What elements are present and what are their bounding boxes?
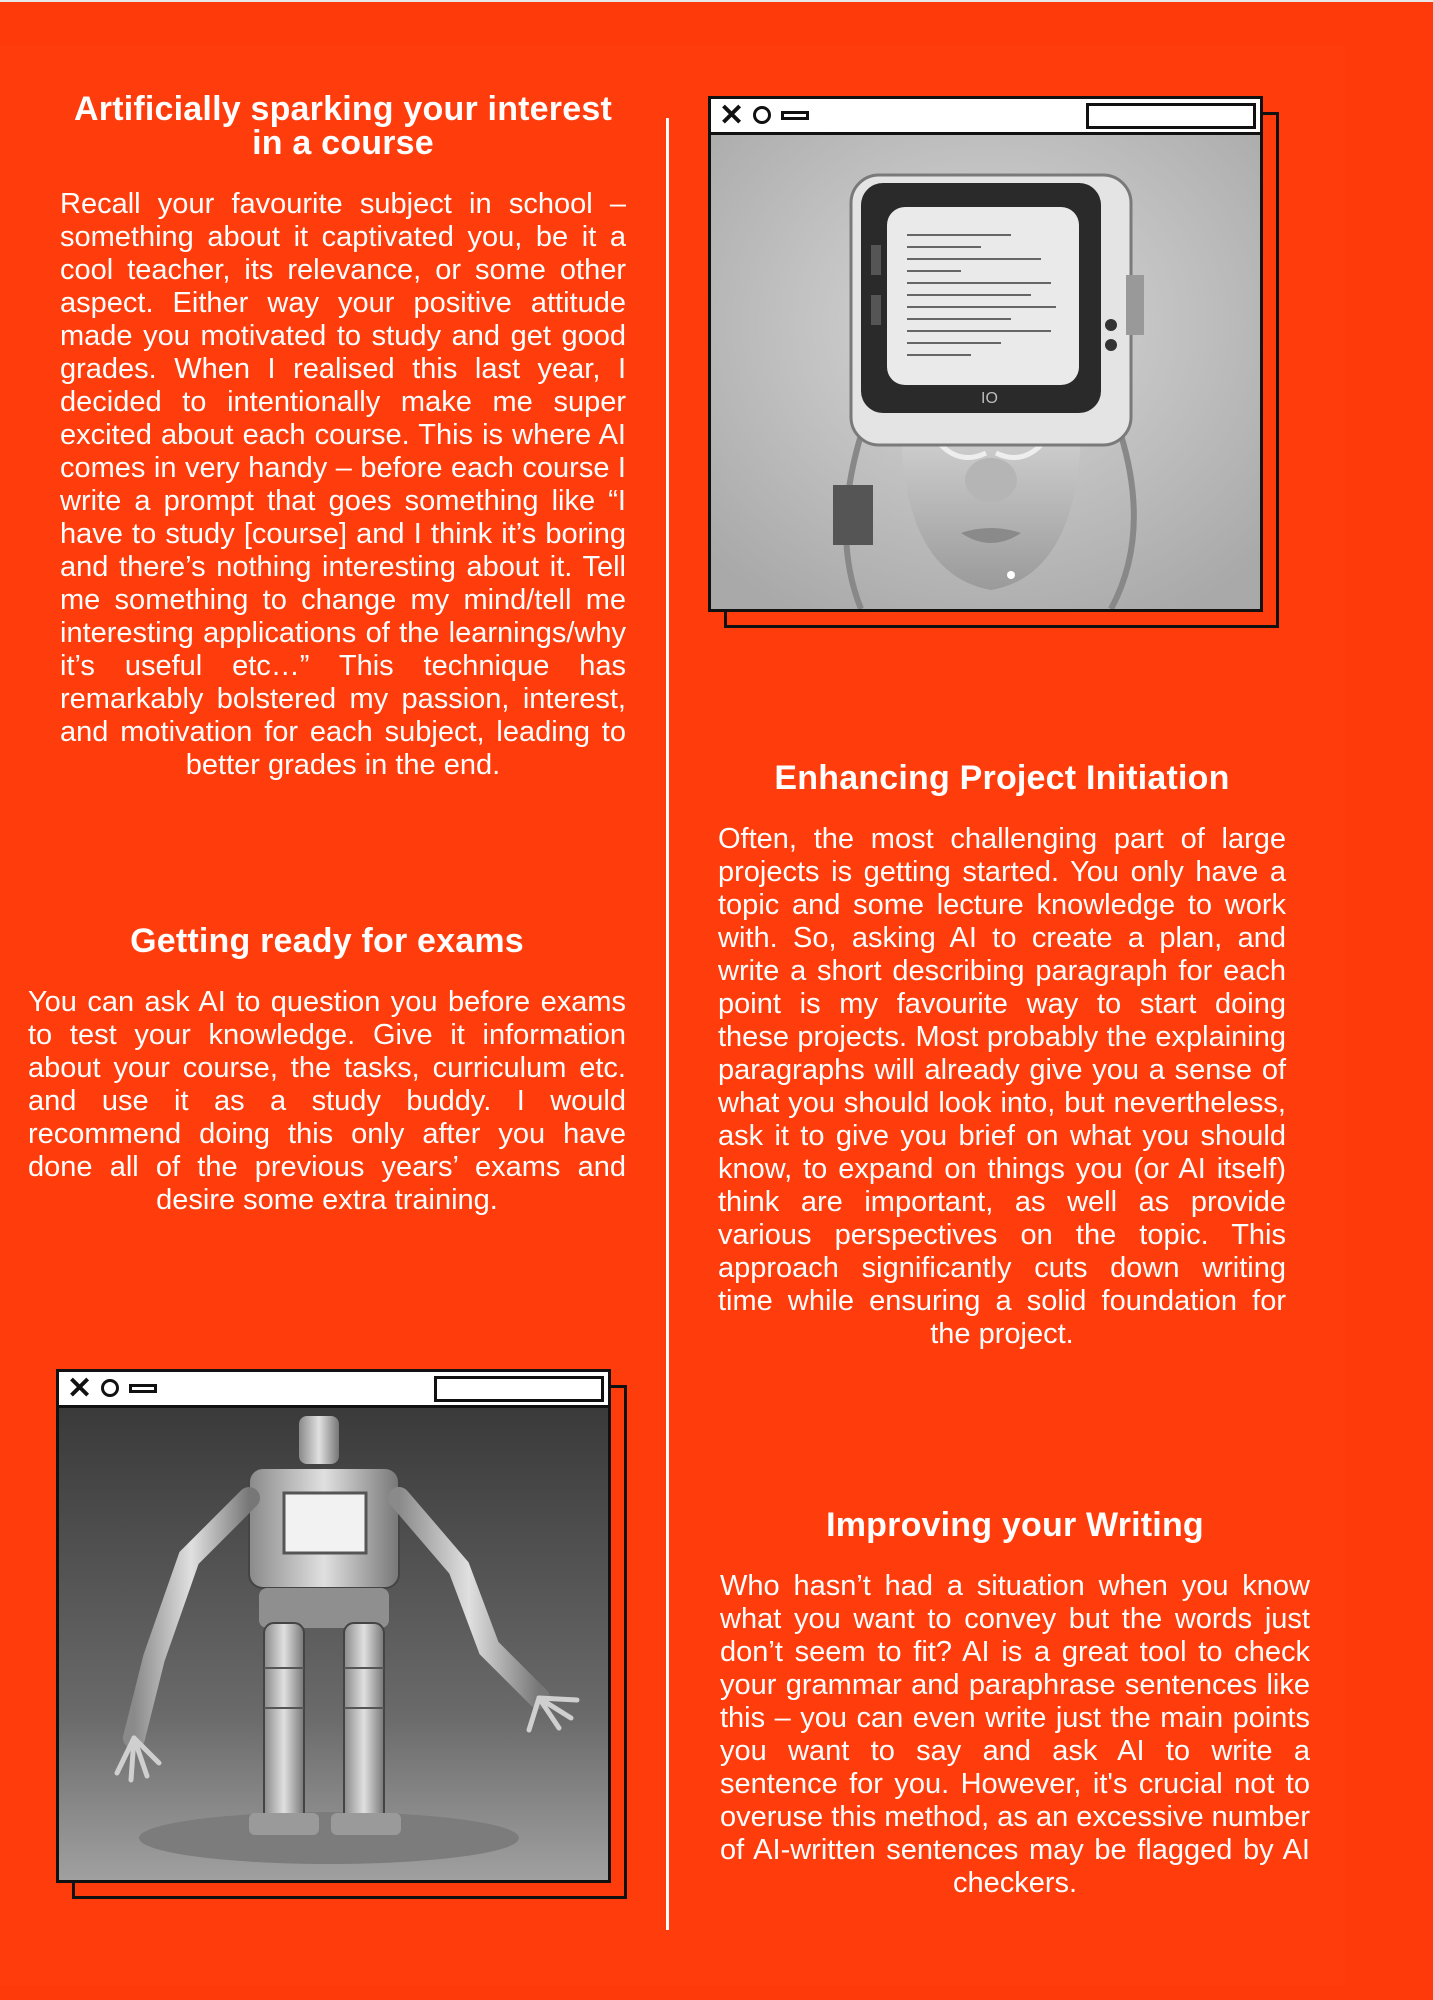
section-body: You can ask AI to question you before exams to test your knowledge. Give it information about your course, the tasks, curriculum etc. and use it as a study buddy. I would recommend doing this only after you have done all of the previous years’ exams and desire some extra training. xyxy=(28,986,626,1216)
monitor-head-illustration xyxy=(711,135,1260,609)
circle-icon[interactable] xyxy=(101,1379,119,1397)
section-writing xyxy=(720,1508,1310,1900)
circle-icon[interactable] xyxy=(753,106,771,124)
minimize-icon[interactable] xyxy=(781,111,809,120)
section-body: Recall your favourite subject in school – something about it captivated you, be it a cool teacher, its relevance, or some other aspect. Either way your positive attitude made you motivated to study and get good grades. When I realised this last year, I decided to intentionally make me super excited about each course. This is where AI comes in very handy – before each course I write a prompt that goes something like “I have to study [course] and I think it’s boring and there’s nothing interesting about it. Tell me something to change my mind/tell me interesting applications of the learnings/why it’s useful etc…” This technique has remarkably bolstered my passion, interest, and motivation for each subject, leading to better grades in the end. xyxy=(60,188,626,781)
section-title: Artificially sparking your interest in a course xyxy=(74,90,612,162)
section-body: Often, the most challenging part of large projects is getting started. You only have a topic and some lecture knowledge to work with. So, asking AI to create a plan, and write a short describing paragraph for each point is my favourite way to start doing these projects. Most probably the explaining paragraphs will already give you a sense of what you should look into, but nevertheless, ask it to give you brief on what you should know, to expand on things you (or AI itself) think are important, as well as provide various perspectives on the topic. This approach significantly cuts down writing time while ensuring a solid foundation for the project. xyxy=(718,823,1286,1350)
close-icon[interactable]: ✕ xyxy=(67,1372,93,1405)
section-projects xyxy=(718,761,1286,1351)
section-title: Getting ready for exams xyxy=(130,922,524,960)
section-title: Enhancing Project Initiation xyxy=(774,759,1230,797)
address-field[interactable] xyxy=(1086,103,1256,129)
close-icon[interactable]: ✕ xyxy=(719,99,745,132)
monitor-brand-label: IO xyxy=(981,390,998,407)
section-title: Improving your Writing xyxy=(826,1506,1204,1544)
column-divider xyxy=(666,118,669,1930)
image-window-robot xyxy=(56,1369,611,1883)
section-interest xyxy=(60,92,626,782)
top-strip xyxy=(0,0,1433,2)
minimize-icon[interactable] xyxy=(129,1384,157,1393)
section-exams xyxy=(28,924,626,1217)
section-body: Who hasn’t had a situation when you know what you want to convey but the words just don’t seem to fit? AI is a great tool to check your grammar and paraphrase sentences like this – you can even write just the main points you want to say and ask AI to write a sentence for you. However, it's crucial not to overuse this method, as an excessive number of AI-written sentences may be flagged by AI checkers. xyxy=(720,1570,1310,1899)
image-window-monitor xyxy=(708,96,1263,612)
robot-image xyxy=(59,1408,608,1880)
monitor-head-image xyxy=(711,135,1260,609)
window-titlebar xyxy=(711,99,1260,135)
robot-illustration xyxy=(59,1408,608,1880)
address-field[interactable] xyxy=(434,1376,604,1402)
window-titlebar xyxy=(59,1372,608,1408)
